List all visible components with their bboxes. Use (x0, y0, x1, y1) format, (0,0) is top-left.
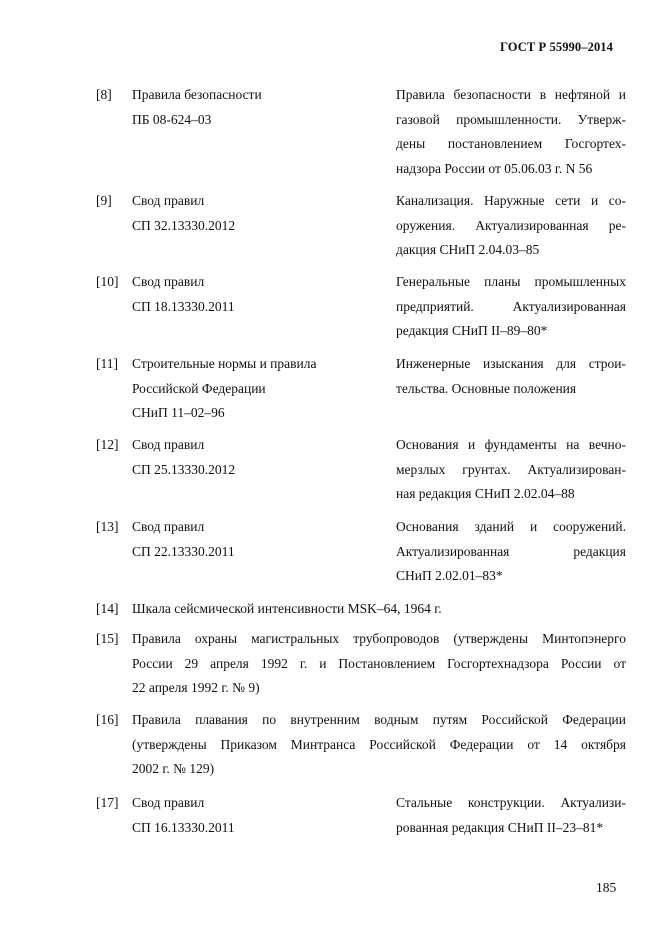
reference-entry (96, 352, 626, 426)
reference-number: [14] (96, 601, 119, 616)
reference-line: СП 16.13330.2011 (132, 819, 235, 835)
reference-entry (96, 270, 626, 344)
reference-line: ная редакция СНиП 2.02.04–88 (396, 486, 575, 501)
reference-line: оружения. Актуализированная ре- (396, 217, 626, 233)
reference-line: газовой промышленности. Утверж- (396, 111, 626, 127)
reference-designation (132, 515, 396, 589)
reference-entry (96, 627, 626, 701)
reference-line: России 29 апреля 1992 г. и Постановлением Госгортехнадзора России от (132, 655, 626, 671)
reference-line: СП 25.13330.2012 (132, 461, 236, 477)
reference-title (396, 189, 626, 263)
reference-line: (утверждены Приказом Минтранса Российской Федерации от 14 октября (132, 736, 626, 752)
reference-line: Российской Федерации (132, 380, 266, 396)
reference-line: Строительные нормы и правила (132, 356, 317, 371)
reference-line: Правила безопасности в нефтяной и (396, 87, 626, 102)
reference-entry (96, 515, 626, 589)
reference-line: Свод правил (132, 437, 205, 452)
reference-line: 22 апреля 1992 г. № 9) (132, 680, 260, 695)
reference-line: рованная редакция СНиП II–23–81* (396, 819, 604, 835)
reference-line: Основания зданий и сооружений. (396, 519, 626, 534)
reference-number: [13] (96, 519, 119, 534)
reference-designation (132, 83, 396, 181)
reference-entry (96, 83, 626, 181)
reference-line: дакция СНиП 2.04.03–85 (396, 242, 540, 257)
reference-designation (132, 270, 396, 344)
document-header: ГОСТ Р 55990–2014 (500, 40, 613, 54)
reference-entry (96, 791, 626, 840)
reference-line: Правила охраны магистральных трубопроводов (утверждены Минтопэнерго (132, 631, 626, 646)
reference-title (396, 433, 626, 507)
reference-line: Основания и фундаменты на вечно- (396, 437, 626, 452)
reference-number: [10] (96, 274, 119, 289)
reference-text (132, 597, 626, 622)
reference-line: Свод правил (132, 274, 205, 289)
reference-text (132, 708, 626, 782)
reference-designation (132, 189, 396, 263)
reference-line: СП 32.13330.2012 (132, 217, 236, 233)
reference-designation (132, 352, 396, 426)
reference-line: редакция СНиП II–89–80* (396, 323, 548, 338)
reference-line: ПБ 08-624–03 (132, 111, 212, 127)
reference-line: дены постановлением Госгортех- (396, 136, 626, 151)
reference-designation (132, 791, 396, 840)
reference-number: [9] (96, 193, 112, 208)
reference-line: СП 22.13330.2011 (132, 543, 235, 559)
reference-line: Канализация. Наружные сети и со- (396, 193, 626, 208)
reference-line: надзора России от 05.06.03 г. N 56 (396, 160, 593, 176)
reference-line: Свод правил (132, 519, 205, 534)
reference-line: Шкала сейсмической интенсивности MSK–64, 1964 г. (132, 601, 442, 616)
reference-line: Инженерные изыскания для строи- (396, 356, 626, 371)
reference-line: Актуализированная редакция (396, 543, 626, 559)
reference-number: [16] (96, 712, 119, 727)
reference-line: тельства. Основные положения (396, 380, 577, 396)
reference-number: [12] (96, 437, 119, 452)
reference-line: Правила плавания по внутренним водным путям Российской Федерации (132, 712, 626, 727)
reference-number: [15] (96, 631, 119, 646)
reference-title (396, 352, 626, 426)
reference-line: Генеральные планы промышленных (396, 274, 626, 289)
reference-line: Свод правил (132, 193, 205, 208)
reference-line: предприятий. Актуализированная (396, 298, 626, 314)
reference-text (132, 627, 626, 701)
reference-entry (96, 597, 626, 622)
reference-entry (96, 189, 626, 263)
reference-line: СНиП 11–02–96 (132, 405, 225, 420)
reference-line: 2002 г. № 129) (132, 761, 215, 776)
reference-line: СНиП 2.02.01–83* (396, 568, 503, 583)
reference-designation (132, 433, 396, 507)
reference-title (396, 83, 626, 181)
reference-number: [8] (96, 87, 112, 102)
reference-title (396, 270, 626, 344)
reference-entry (96, 708, 626, 782)
reference-entry (96, 433, 626, 507)
reference-line: Стальные конструкции. Актуализи- (396, 795, 626, 810)
reference-title (396, 515, 626, 589)
reference-line: мерзлых грунтах. Актуализирован- (396, 461, 626, 477)
reference-line: Свод правил (132, 795, 205, 810)
reference-number: [17] (96, 795, 119, 810)
page-number: 185 (596, 880, 617, 895)
reference-title (396, 791, 626, 840)
reference-number: [11] (96, 356, 118, 371)
reference-line: СП 18.13330.2011 (132, 298, 235, 314)
reference-line: Правила безопасности (132, 87, 262, 102)
